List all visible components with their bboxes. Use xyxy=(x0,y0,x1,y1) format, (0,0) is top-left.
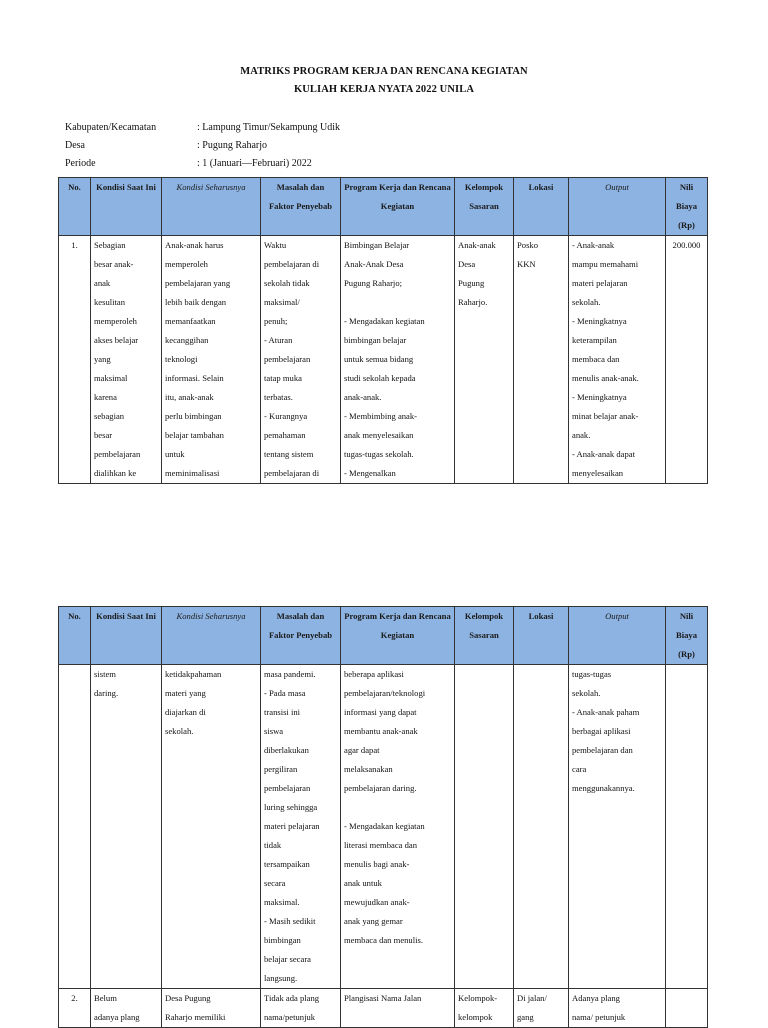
cell-lokasi xyxy=(514,665,569,989)
header-lokasi: Lokasi xyxy=(514,178,569,236)
cell-biaya: 200.000 xyxy=(666,236,708,484)
cell-kelompok: Kelompok- kelompok xyxy=(455,989,514,1028)
cell-no: 1. xyxy=(59,236,91,484)
cell-kondisi-seharusnya: ketidakpahaman materi yang diajarkan di sekolah. xyxy=(162,665,261,989)
cell-kondisi-saat-ini: Sebagian besar anak- anak kesulitan memperoleh akses belajar yang maksimal karena sebagian besar pembelajaran dialihkan ke xyxy=(91,236,162,484)
cell-kondisi-saat-ini: sistem daring. xyxy=(91,665,162,989)
header-program: Program Kerja dan Rencana Kegiatan xyxy=(341,607,455,665)
table-row xyxy=(59,236,708,484)
header-kondisi-saat-ini: Kondisi Saat Ini xyxy=(91,178,162,236)
header-kondisi-saat-ini: Kondisi Saat Ini xyxy=(91,607,162,665)
cell-no: 2. xyxy=(59,989,91,1028)
cell-lokasi: Posko KKN xyxy=(514,236,569,484)
document-title-line-1: MATRIKS PROGRAM KERJA DAN RENCANA KEGIATAN xyxy=(240,66,528,77)
meta-label: Kabupaten/Kecamatan xyxy=(65,122,157,133)
meta-value: : Pugung Raharjo xyxy=(197,140,267,151)
program-matrix-table-page-2 xyxy=(58,606,708,1028)
cell-output: Adanya plang nama/ petunjuk xyxy=(569,989,666,1028)
meta-label: Desa xyxy=(65,140,85,151)
cell-output: - Anak-anak mampu memahami materi pelajaran sekolah. - Meningkatnya keterampilan membaca dan menulis anak-anak. - Meningkatnya minat belajar anak- anak. - Anak-anak dapat menyelesaikan xyxy=(569,236,666,484)
cell-kelompok: Anak-anak Desa Pugung Raharjo. xyxy=(455,236,514,484)
header-no: No. xyxy=(59,178,91,236)
cell-output: tugas-tugas sekolah. - Anak-anak paham berbagai aplikasi pembelajaran dan cara menggunakannya. xyxy=(569,665,666,989)
cell-biaya xyxy=(666,989,708,1028)
cell-kondisi-saat-ini: Belum adanya plang xyxy=(91,989,162,1028)
cell-kelompok xyxy=(455,665,514,989)
cell-kondisi-seharusnya: Anak-anak harus memperoleh pembelajaran yang lebih baik dengan memanfaatkan kecanggihan teknologi informasi. Selain itu, anak-anak perlu bimbingan belajar tambahan untuk meminimalisasi xyxy=(162,236,261,484)
table-row xyxy=(59,989,708,1028)
header-lokasi: Lokasi xyxy=(514,607,569,665)
header-masalah: Masalah dan Faktor Penyebab xyxy=(261,178,341,236)
header-no: No. xyxy=(59,607,91,665)
document-title-line-2: KULIAH KERJA NYATA 2022 UNILA xyxy=(293,84,475,95)
header-biaya: Nili Biaya (Rp) xyxy=(666,607,708,665)
cell-program: Plangisasi Nama Jalan xyxy=(341,989,455,1028)
meta-value: : 1 (Januari—Februari) 2022 xyxy=(197,158,312,169)
header-kelompok: Kelompok Sasaran xyxy=(455,607,514,665)
meta-label: Periode xyxy=(65,158,96,169)
cell-masalah: Tidak ada plang nama/petunjuk xyxy=(261,989,341,1028)
header-kondisi-seharusnya: Kondisi Seharusnya xyxy=(162,607,261,665)
cell-program: beberapa aplikasi pembelajaran/teknologi informasi yang dapat membantu anak-anak agar dapat melaksanakan pembelajaran daring. - Mengadakan kegiatan literasi membaca dan menulis bagi anak- anak untuk mewujudkan anak- anak yang gemar membaca dan menulis. xyxy=(341,665,455,989)
header-kondisi-seharusnya: Kondisi Seharusnya xyxy=(162,178,261,236)
header-output: Output xyxy=(569,178,666,236)
cell-masalah: Waktu pembelajaran di sekolah tidak maksimal/ penuh; - Aturan pembelajaran tatap muka terbatas. - Kurangnya pemahaman tentang sistem pembelajaran di xyxy=(261,236,341,484)
table-header-row xyxy=(59,607,708,665)
table-header-row xyxy=(59,178,708,236)
header-masalah: Masalah dan Faktor Penyebab xyxy=(261,607,341,665)
header-kelompok: Kelompok Sasaran xyxy=(455,178,514,236)
cell-biaya xyxy=(666,665,708,989)
header-output: Output xyxy=(569,607,666,665)
cell-no xyxy=(59,665,91,989)
cell-kondisi-seharusnya: Desa Pugung Raharjo memiliki xyxy=(162,989,261,1028)
meta-value: : Lampung Timur/Sekampung Udik xyxy=(197,122,341,133)
cell-lokasi: Di jalan/ gang xyxy=(514,989,569,1028)
cell-program: Bimbingan Belajar Anak-Anak Desa Pugung Raharjo; - Mengadakan kegiatan bimbingan belajar untuk semua bidang studi sekolah kepada anak-anak. - Membimbing anak- anak menyelesaikan tugas-tugas sekolah. - Mengenalkan xyxy=(341,236,455,484)
header-program: Program Kerja dan Rencana Kegiatan xyxy=(341,178,455,236)
header-biaya: Nili Biaya (Rp) xyxy=(666,178,708,236)
table-row xyxy=(59,665,708,989)
cell-masalah: masa pandemi. - Pada masa transisi ini siswa diberlakukan pergiliran pembelajaran luring sehingga materi pelajaran tidak tersampaikan secara maksimal. - Masih sedikit bimbingan belajar secara langsung. xyxy=(261,665,341,989)
program-matrix-table-page-1 xyxy=(58,177,708,484)
